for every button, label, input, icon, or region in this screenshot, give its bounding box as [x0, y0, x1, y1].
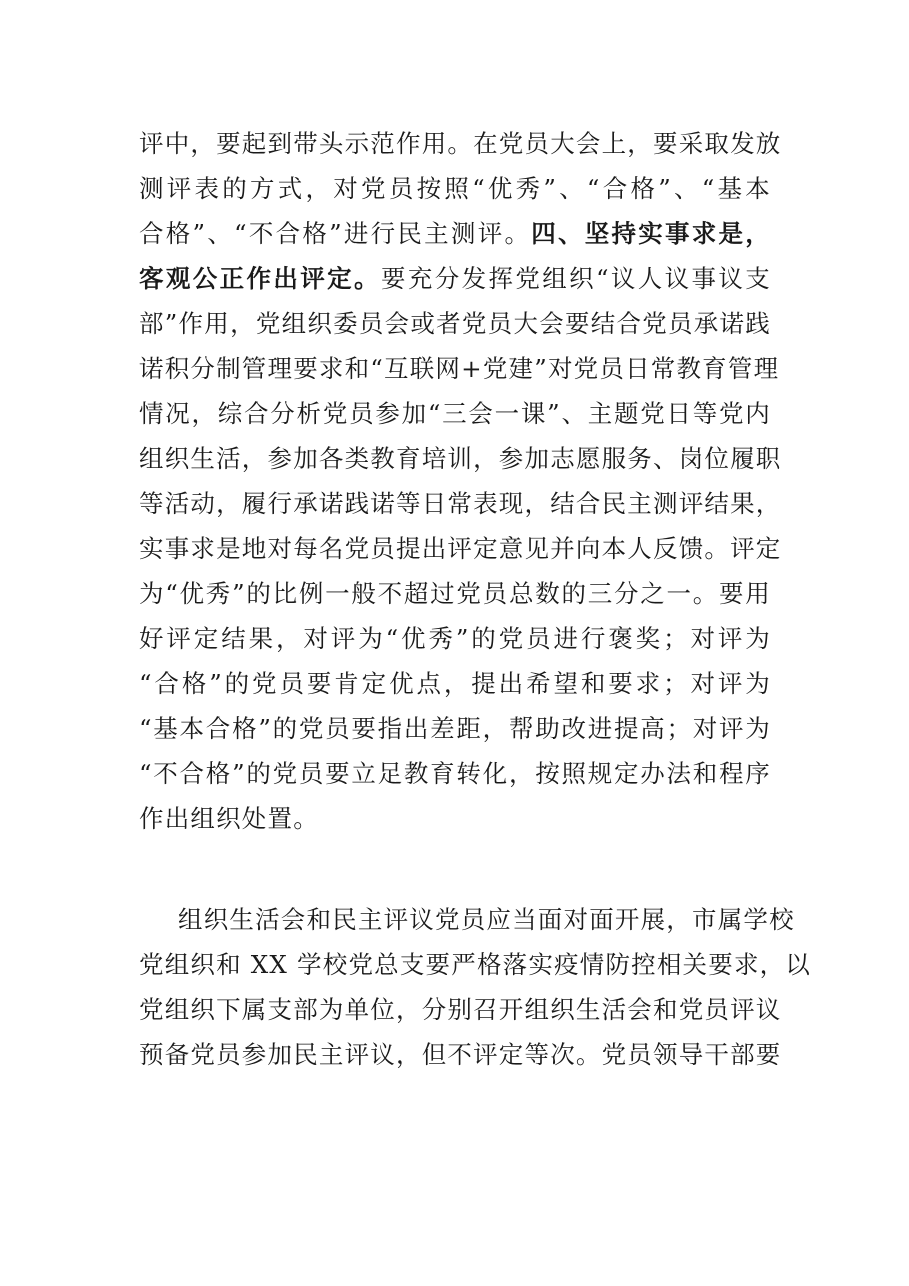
text-run: 要充分发挥党组织“议人议事议支: [380, 264, 771, 293]
text-run: 好评定结果，对评为“优秀”的党员进行褒奖；对评为: [139, 624, 771, 653]
text-line: [139, 1032, 782, 1077]
text-line: [139, 897, 795, 942]
text-run: 情况，综合分析党员参加“三会一课”、主题党日等党内: [139, 399, 771, 428]
bold-text-run: 客观公正作出评定。: [139, 264, 381, 293]
text-run: 等活动，履行承诺践诺等日常表现，结合民主测评结果，: [139, 489, 782, 518]
text-line: [139, 616, 771, 661]
paragraph-evaluation: [139, 121, 782, 841]
text-run: 作出组织处置。: [139, 804, 319, 833]
text-line: [139, 346, 780, 391]
text-line: [139, 796, 771, 841]
text-run: 诺积分制管理要求和“互联网+党建”对党员日常教育管理: [139, 354, 780, 383]
text-line: [139, 211, 771, 256]
text-line: [139, 166, 771, 211]
text-run: 部”作用，党组织委员会或者党员大会要结合党员承诺践: [139, 309, 771, 338]
text-run: 党组织和 XX 学校党总支要严格落实疫情防控相关要求，以: [139, 950, 812, 979]
text-run: 测评表的方式，对党员按照“优秀”、“合格”、“基本: [139, 174, 771, 203]
text-line: [139, 751, 771, 796]
text-line: [139, 256, 771, 301]
text-line: [139, 436, 782, 481]
text-run: “基本合格”的党员要指出差距，帮助改进提高；对评为: [139, 714, 771, 743]
text-line: [139, 121, 782, 166]
paragraph-organization-meeting: [139, 897, 812, 1077]
text-run: 组织生活，参加各类教育培训，参加志愿服务、岗位履职: [139, 444, 782, 473]
text-run: 合格”、“不合格”进行民主测评。: [139, 219, 532, 248]
text-line: [139, 481, 782, 526]
text-run: 评中，要起到带头示范作用。在党员大会上，要采取发放: [139, 129, 782, 158]
text-run: “合格”的党员要肯定优点，提出希望和要求；对评为: [139, 669, 771, 698]
text-line: [139, 942, 812, 987]
text-run: “不合格”的党员要立足教育转化，按照规定办法和程序: [139, 759, 771, 788]
text-line: [139, 526, 782, 571]
bold-text-run: 四、坚持实事求是，: [531, 219, 771, 248]
text-line: [139, 391, 771, 436]
text-line: [139, 987, 782, 1032]
text-line: [139, 301, 771, 346]
text-line: [139, 706, 771, 751]
text-run: 组织生活会和民主评议党员应当面对面开展，市属学校: [178, 905, 795, 934]
text-run: 为“优秀”的比例一般不超过党员总数的三分之一。要用: [139, 579, 771, 608]
text-run: 党组织下属支部为单位，分别召开组织生活会和党员评议: [139, 995, 782, 1024]
text-run: 预备党员参加民主评议，但不评定等次。党员领导干部要: [139, 1040, 782, 1069]
text-run: 实事求是地对每名党员提出评定意见并向本人反馈。评定: [139, 534, 782, 563]
text-line: [139, 571, 771, 616]
text-line: [139, 661, 771, 706]
